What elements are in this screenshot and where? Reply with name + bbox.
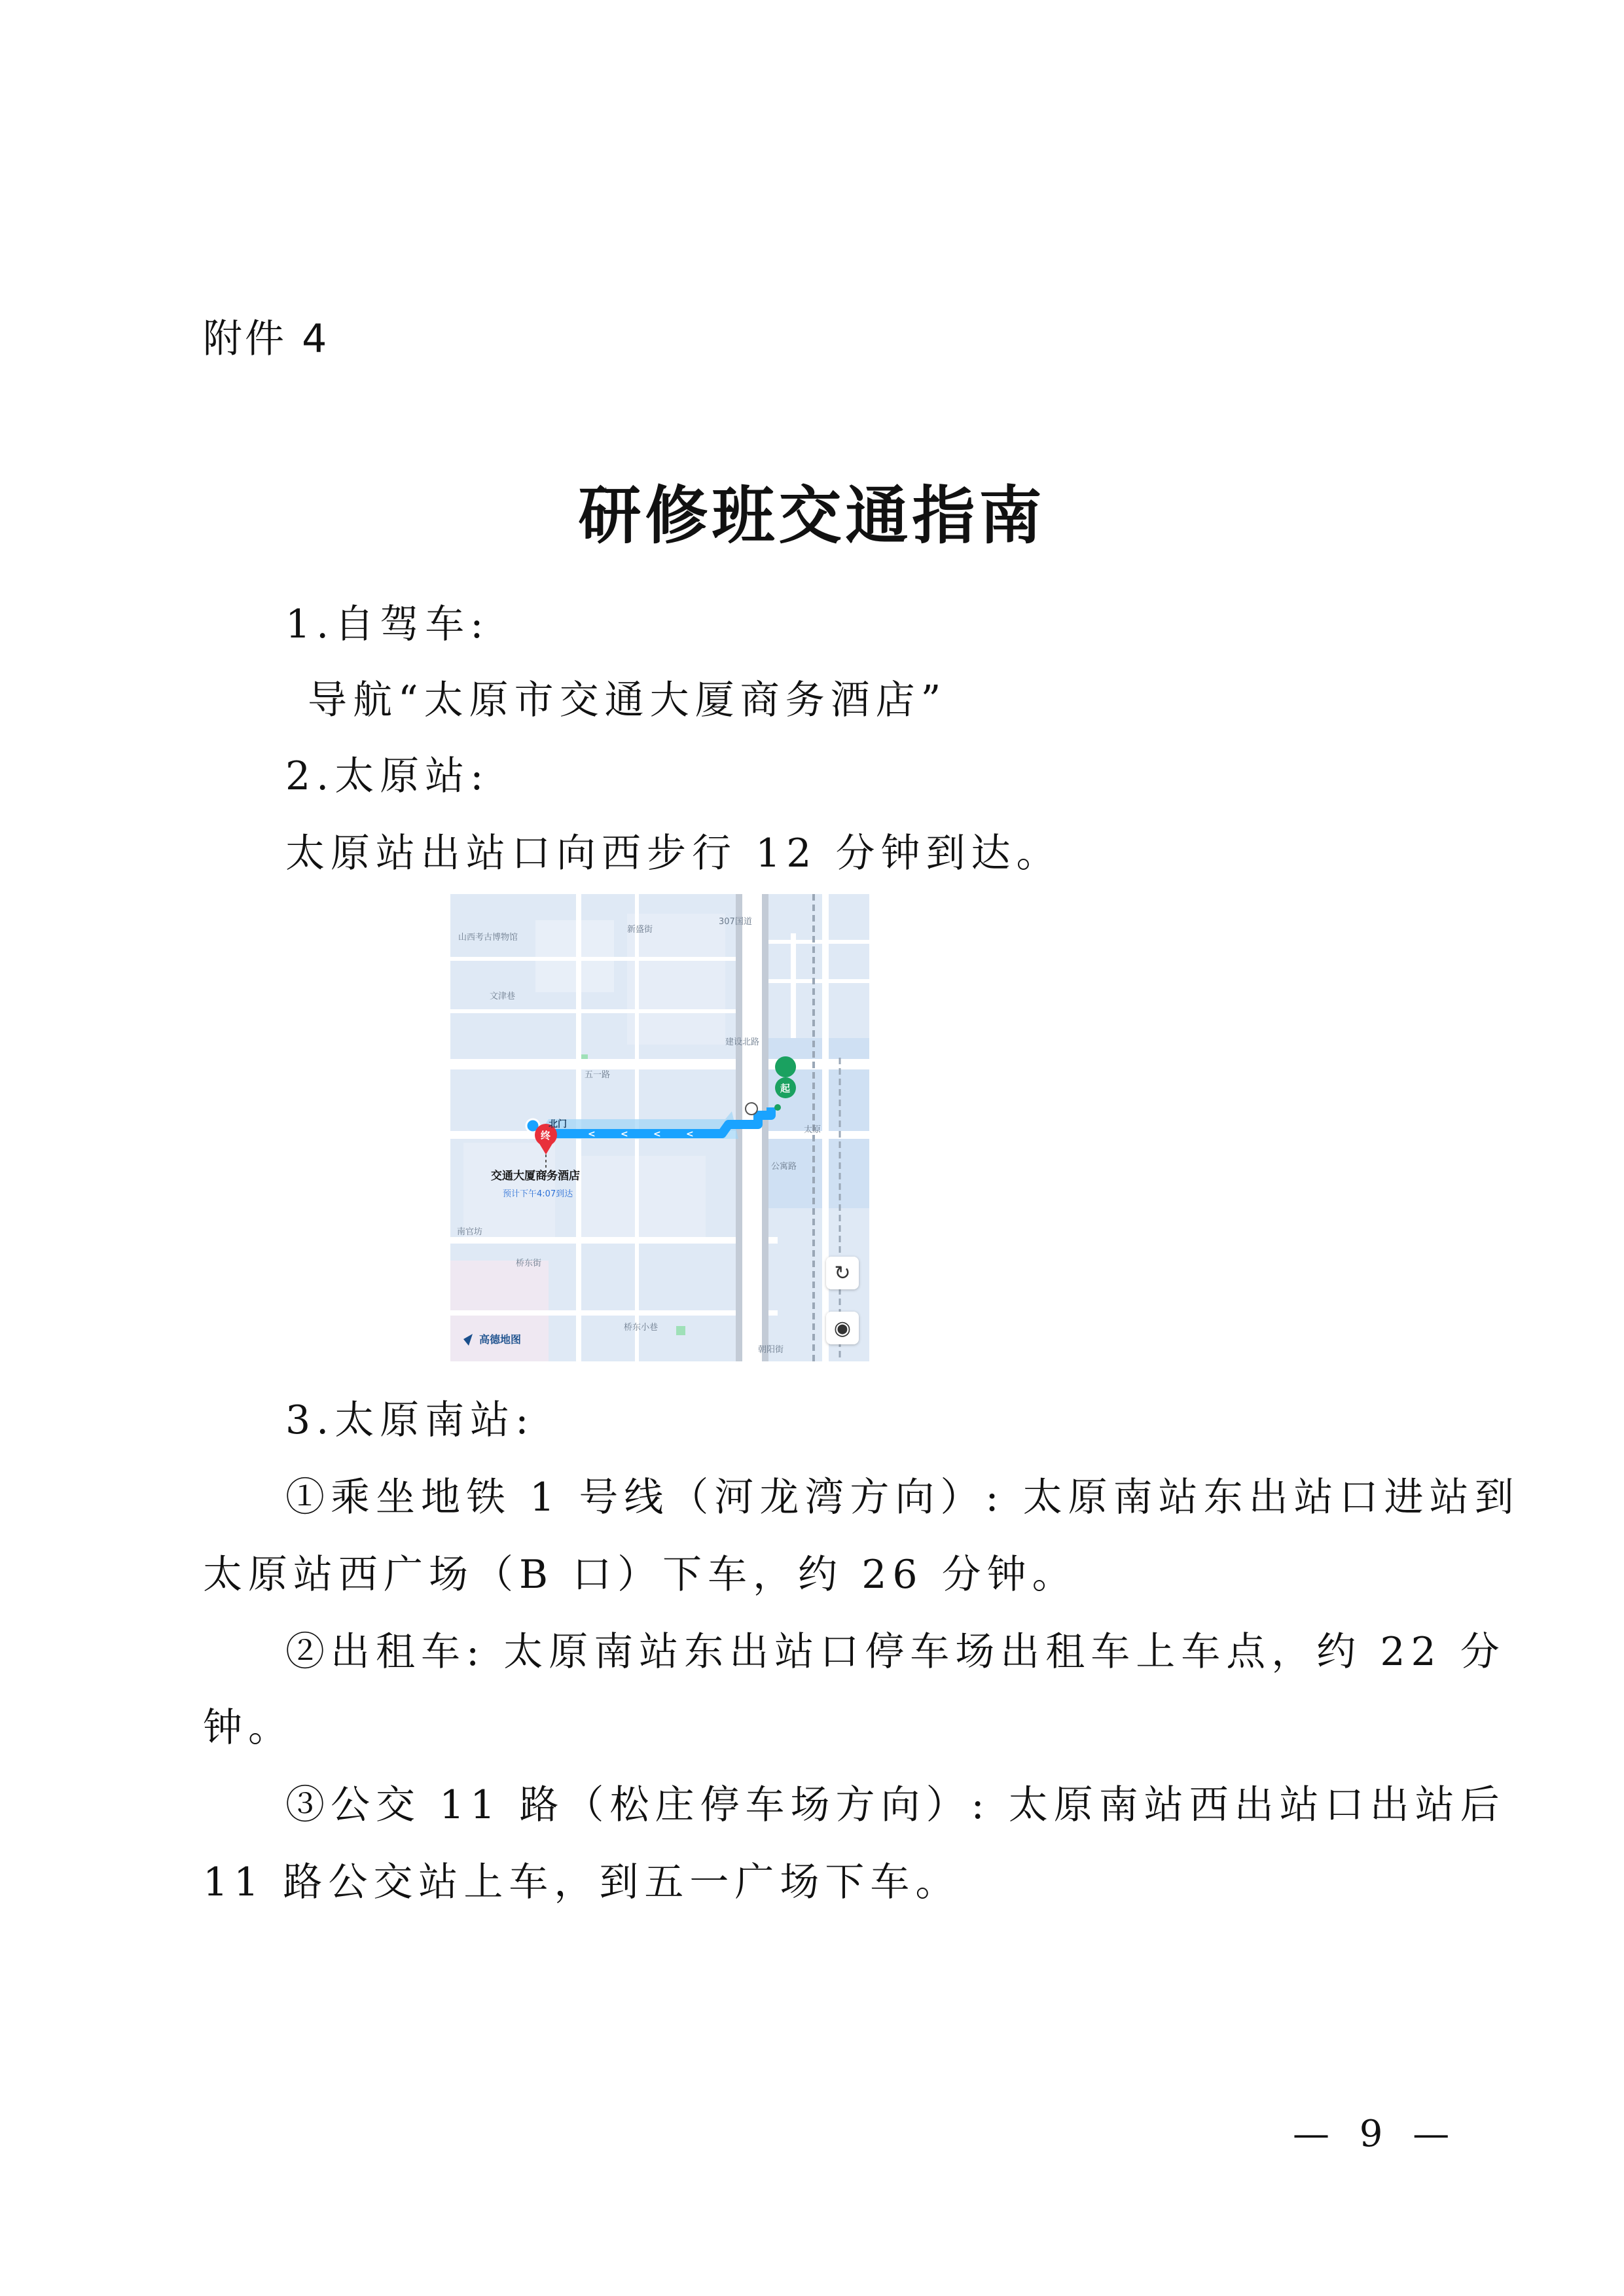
map-canvas xyxy=(450,894,869,1361)
section-3-heading: 3.太原南站: xyxy=(285,1397,535,1443)
page-title: 研修班交通指南 xyxy=(578,479,1046,552)
map-label-wuyi: 五一路 xyxy=(585,1070,611,1080)
map-label-north-gate: 北门 xyxy=(549,1119,567,1130)
map-label-nanguan: 南官坊 xyxy=(457,1227,483,1237)
section-3-item-3-line-1: ③公交 11 路（松庄停车场方向）: 太原南站西出站口出站后 xyxy=(285,1782,1506,1828)
map-label-route307: 307国道 xyxy=(719,917,752,927)
section-1-text: 导航“太原市交通大厦商务酒店” xyxy=(308,677,947,723)
section-3-item-2-line-1: ②出租车: 太原南站东出站口停车场出租车上车点，约 22 分 xyxy=(285,1629,1506,1675)
map-label-eta: 预计下午4:07到达 xyxy=(503,1189,573,1199)
section-1-heading: 1.自驾车: xyxy=(285,601,490,647)
map-label-hotel: 交通大厦商务酒店 xyxy=(491,1170,580,1183)
svg-text:<: < xyxy=(686,1129,694,1139)
svg-text:<: < xyxy=(588,1129,596,1139)
map-label-wenjin: 文津巷 xyxy=(490,992,516,1001)
section-2-heading: 2.太原站: xyxy=(285,753,490,799)
locate-icon[interactable]: ◉ xyxy=(826,1312,859,1344)
svg-text:<: < xyxy=(653,1129,661,1139)
section-3-item-3-line-2: 11 路公交站上车，到五一广场下车。 xyxy=(203,1859,961,1905)
map-label-qiaodong: 桥东街 xyxy=(516,1259,542,1268)
map-label-chaoyang: 朝阳街 xyxy=(758,1345,784,1355)
route-map xyxy=(450,894,869,1361)
map-start-marker: 起 xyxy=(780,1083,791,1094)
map-logo: 高德地图 xyxy=(479,1333,522,1346)
refresh-icon[interactable]: ↻ xyxy=(826,1257,859,1289)
map-label-qiaodong-small: 桥东小巷 xyxy=(624,1323,659,1333)
section-3-item-1-line-1: ①乘坐地铁 1 号线（河龙湾方向）: 太原南站东出站口进站到 xyxy=(285,1475,1520,1520)
map-label-jianshe: 建设北路 xyxy=(725,1037,760,1047)
section-2-text: 太原站出站口向西步行 12 分钟到达。 xyxy=(285,831,1062,876)
map-label-museum: 山西考古博物馆 xyxy=(458,933,518,942)
attachment-label: 附件 4 xyxy=(203,316,330,362)
map-label-station: 太原 xyxy=(804,1125,821,1135)
section-3-item-2-line-2: 钟。 xyxy=(203,1705,293,1751)
page-number: — 9 — xyxy=(1293,2113,1459,2155)
map-label-xinsheng: 新盛街 xyxy=(627,925,653,935)
svg-text:<: < xyxy=(621,1129,628,1139)
map-label-gongyuan: 公寓路 xyxy=(771,1162,797,1172)
section-3-item-1-line-2: 太原站西广场（B 口）下车，约 26 分钟。 xyxy=(203,1552,1077,1598)
map-end-marker: 终 xyxy=(541,1130,551,1141)
